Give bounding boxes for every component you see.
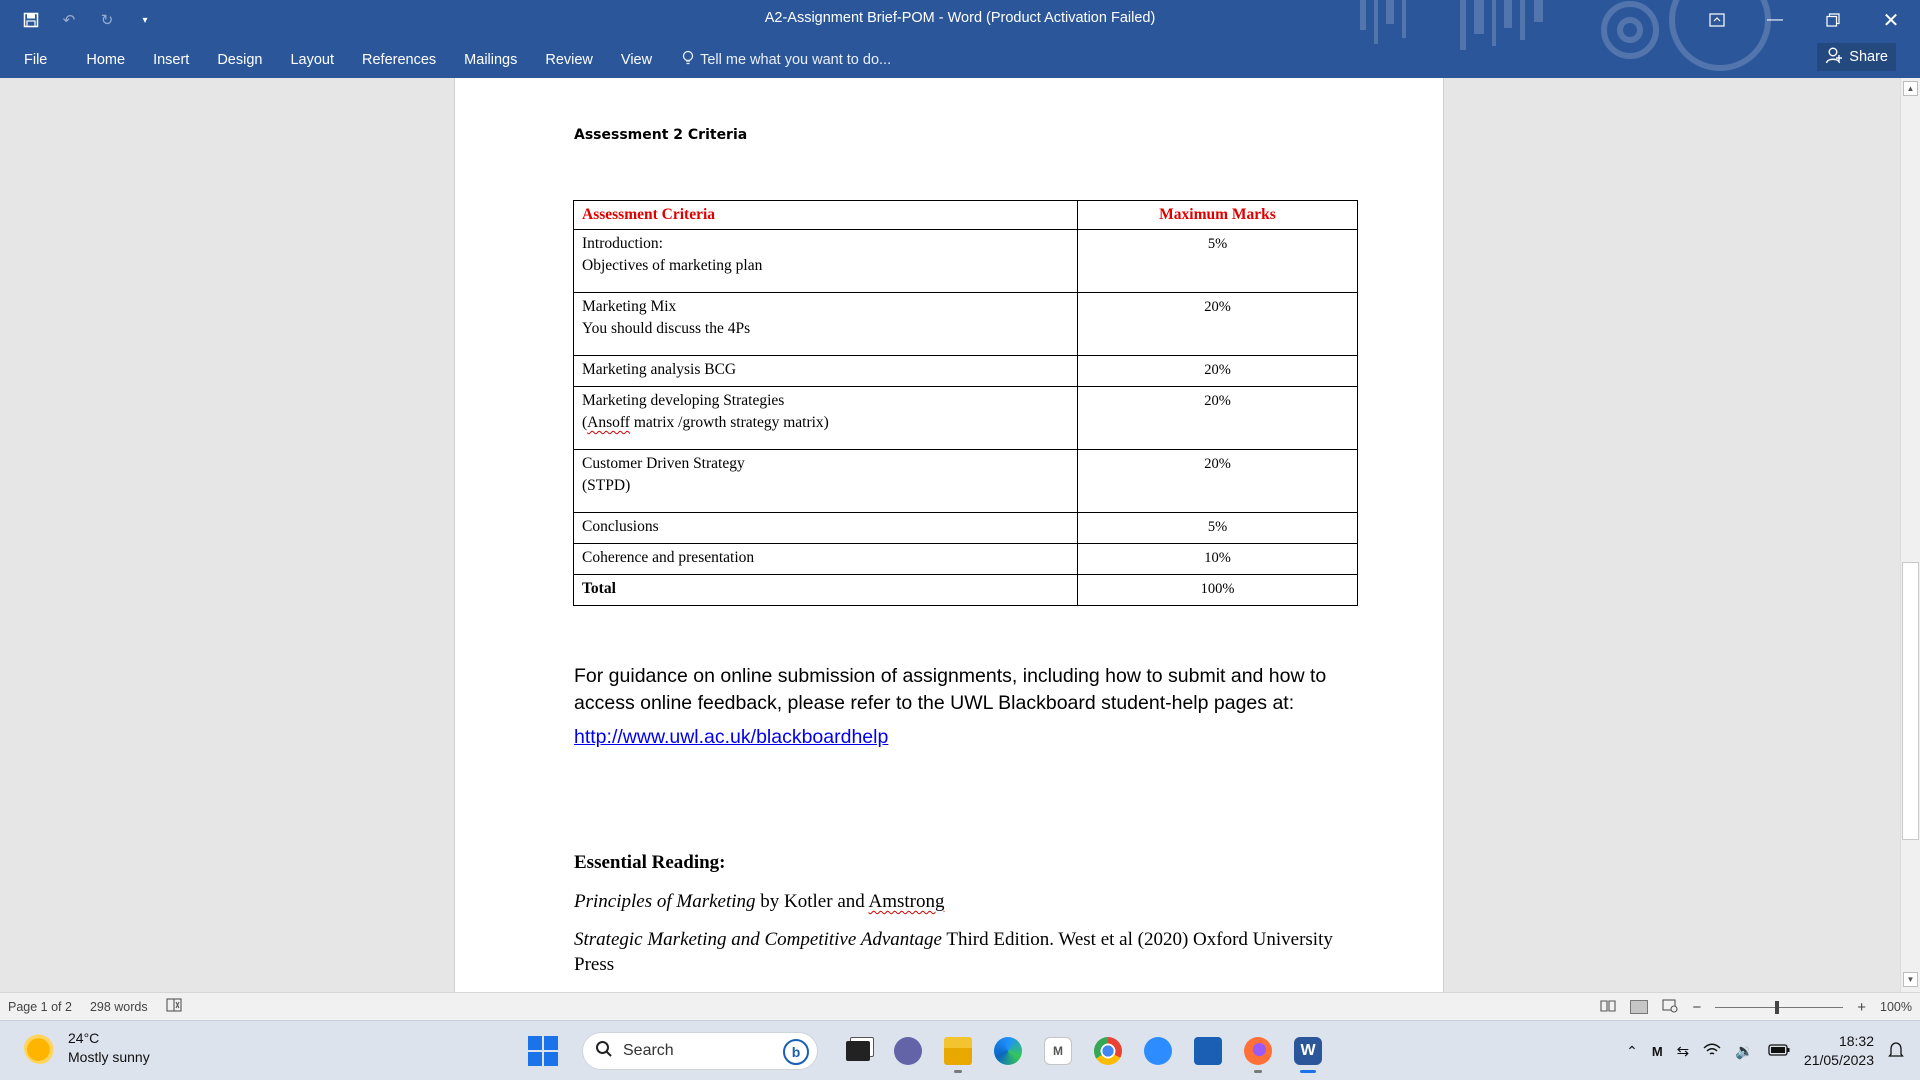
firefox-icon[interactable] bbox=[1238, 1031, 1278, 1071]
marks-cell: 5% bbox=[1078, 230, 1358, 293]
lightbulb-icon bbox=[682, 50, 694, 70]
ribbon-tabs bbox=[0, 44, 891, 76]
bing-icon[interactable]: b bbox=[783, 1039, 809, 1065]
word-count[interactable]: 298 words bbox=[89, 999, 148, 1014]
window-title: A2-Assignment Brief-POM - Word (Product Activation Failed) bbox=[764, 10, 1156, 26]
vertical-scrollbar[interactable] bbox=[1900, 78, 1920, 992]
taskbar-search[interactable] bbox=[582, 1032, 818, 1070]
tab-insert[interactable]: Insert bbox=[153, 52, 190, 68]
criteria-cell: Marketing Mix You should discuss the 4Ps bbox=[574, 293, 1078, 356]
task-view-icon[interactable] bbox=[838, 1031, 878, 1071]
search-icon bbox=[595, 1040, 613, 1063]
close-icon[interactable]: ✕ bbox=[1882, 9, 1900, 32]
criteria-cell: Conclusions bbox=[574, 513, 1078, 544]
criteria-cell: Marketing developing Strategies (Ansoff matrix /growth strategy matrix) bbox=[574, 387, 1078, 450]
search-label: Search bbox=[623, 1042, 674, 1059]
spelling-error: Ansoff bbox=[587, 414, 630, 431]
total-label-cell: Total bbox=[574, 575, 1078, 606]
person-icon bbox=[1825, 46, 1843, 68]
microsoft-store-icon[interactable] bbox=[1188, 1031, 1228, 1071]
web-layout-icon[interactable] bbox=[1662, 999, 1678, 1016]
table-row bbox=[574, 356, 1358, 387]
print-layout-icon[interactable] bbox=[1630, 1000, 1648, 1014]
zoom-slider[interactable] bbox=[1715, 1007, 1843, 1008]
zoom-in-icon[interactable]: + bbox=[1857, 998, 1867, 1016]
document-page[interactable] bbox=[454, 78, 1444, 992]
guidance-paragraph: For guidance on online submission of assignments, including how to submit and how to access online feedback, please refer to the UWL Blackboard student-help pages at: bbox=[574, 665, 1327, 714]
mail-app-icon[interactable]: M bbox=[1038, 1031, 1078, 1071]
essential-reading-heading: Essential Reading: bbox=[574, 852, 726, 873]
share-button[interactable] bbox=[1817, 43, 1896, 71]
criteria-cell: Customer Driven Strategy (STPD) bbox=[574, 450, 1078, 513]
zoom-slider-thumb[interactable] bbox=[1775, 1001, 1779, 1014]
weather-widget[interactable] bbox=[24, 1029, 150, 1067]
marks-cell: 20% bbox=[1078, 387, 1358, 450]
window-controls bbox=[1688, 0, 1920, 40]
tell-me-text: Tell me what you want to do... bbox=[700, 52, 892, 68]
edge-icon[interactable] bbox=[988, 1031, 1028, 1071]
undo-icon[interactable]: ↶ bbox=[62, 12, 76, 29]
table-header-row bbox=[574, 201, 1358, 230]
status-bar bbox=[0, 992, 1920, 1020]
battery-icon[interactable] bbox=[1768, 1043, 1790, 1059]
marks-cell: 5% bbox=[1078, 513, 1358, 544]
minimize-icon[interactable]: — bbox=[1767, 11, 1783, 28]
tab-layout[interactable]: Layout bbox=[290, 52, 335, 68]
teams-chat-icon[interactable] bbox=[888, 1031, 928, 1071]
weather-temperature: 24°C bbox=[68, 1030, 100, 1046]
tab-home[interactable]: Home bbox=[86, 52, 126, 68]
scroll-down-icon[interactable]: ▼ bbox=[1903, 972, 1918, 987]
volume-icon[interactable]: 🔉 bbox=[1735, 1043, 1754, 1060]
criteria-cell: Introduction: Objectives of marketing plan bbox=[574, 230, 1078, 293]
spelling-error: Amstrong bbox=[868, 891, 945, 912]
chrome-icon[interactable] bbox=[1088, 1031, 1128, 1071]
section-title: Assessment 2 Criteria bbox=[574, 127, 748, 143]
wifi-icon[interactable] bbox=[1703, 1043, 1721, 1060]
clock-time: 18:32 bbox=[1838, 1033, 1874, 1049]
criteria-cell: Marketing analysis BCG bbox=[574, 356, 1078, 387]
share-label: Share bbox=[1849, 49, 1888, 65]
table-row bbox=[574, 230, 1358, 293]
table-row bbox=[574, 513, 1358, 544]
table-header-marks: Maximum Marks bbox=[1078, 201, 1358, 230]
taskbar bbox=[0, 1020, 1920, 1080]
tab-file[interactable]: File bbox=[24, 52, 48, 68]
table-row bbox=[574, 450, 1358, 513]
restore-icon[interactable] bbox=[1804, 0, 1862, 40]
tell-me-box[interactable] bbox=[682, 50, 891, 70]
tab-mailings[interactable]: Mailings bbox=[464, 52, 518, 68]
marks-cell: 20% bbox=[1078, 356, 1358, 387]
blackboard-help-link[interactable]: http://www.uwl.ac.uk/blackboardhelp bbox=[574, 726, 889, 748]
notifications-icon[interactable] bbox=[1888, 1041, 1904, 1062]
taskbar-apps bbox=[528, 1029, 1328, 1073]
tab-references[interactable]: References bbox=[362, 52, 437, 68]
ribbon-display-options-icon[interactable] bbox=[1688, 0, 1746, 40]
table-row bbox=[574, 387, 1358, 450]
scrollbar-thumb[interactable] bbox=[1902, 562, 1919, 840]
weather-sun-icon bbox=[24, 1032, 56, 1064]
document-area[interactable] bbox=[0, 78, 1900, 992]
zoom-out-icon[interactable]: − bbox=[1692, 998, 1702, 1016]
table-row bbox=[574, 293, 1358, 356]
table-header-criteria: Assessment Criteria bbox=[574, 201, 1078, 230]
clock[interactable] bbox=[1804, 1032, 1874, 1070]
file-explorer-icon[interactable] bbox=[938, 1031, 978, 1071]
tab-view[interactable]: View bbox=[620, 52, 653, 68]
network-sync-icon[interactable]: ⇆ bbox=[1676, 1043, 1690, 1060]
proofing-icon[interactable] bbox=[166, 998, 182, 1015]
marks-cell: 20% bbox=[1078, 293, 1358, 356]
criteria-cell: Coherence and presentation bbox=[574, 544, 1078, 575]
read-mode-icon[interactable] bbox=[1600, 1000, 1616, 1015]
show-hidden-icons-icon[interactable]: ⌃ bbox=[1626, 1042, 1638, 1059]
reading-reference-1: Principles of Marketing by Kotler and Amstrong bbox=[574, 891, 945, 912]
tab-review[interactable]: Review bbox=[545, 52, 593, 68]
marks-cell: 10% bbox=[1078, 544, 1358, 575]
weather-condition: Mostly sunny bbox=[68, 1049, 150, 1065]
marks-cell: 20% bbox=[1078, 450, 1358, 513]
clock-date: 21/05/2023 bbox=[1803, 1052, 1874, 1068]
messenger-icon[interactable] bbox=[1138, 1031, 1178, 1071]
assessment-criteria-table bbox=[573, 200, 1358, 606]
redo-icon[interactable]: ↻ bbox=[100, 12, 114, 29]
word-icon[interactable]: W bbox=[1288, 1031, 1328, 1071]
title-bar bbox=[0, 0, 1920, 78]
table-total-row bbox=[574, 575, 1358, 606]
system-tray bbox=[1626, 1021, 1920, 1080]
reading-reference-2: Strategic Marketing and Competitive Advantage Third Edition. West et al (2020) Oxford University Press bbox=[574, 929, 1333, 975]
mail-tray-icon[interactable]: M bbox=[1651, 1043, 1663, 1059]
scroll-up-icon[interactable]: ▲ bbox=[1903, 81, 1918, 96]
tab-design[interactable]: Design bbox=[217, 52, 263, 68]
page-count[interactable]: Page 1 of 2 bbox=[8, 999, 72, 1014]
zoom-level[interactable]: 100% bbox=[1880, 1000, 1912, 1014]
total-marks-cell: 100% bbox=[1078, 575, 1358, 606]
table-row bbox=[574, 544, 1358, 575]
status-bar-right bbox=[1600, 993, 1912, 1021]
start-windows-icon[interactable] bbox=[528, 1036, 558, 1066]
customize-qat-icon[interactable]: ▾ bbox=[142, 14, 148, 26]
